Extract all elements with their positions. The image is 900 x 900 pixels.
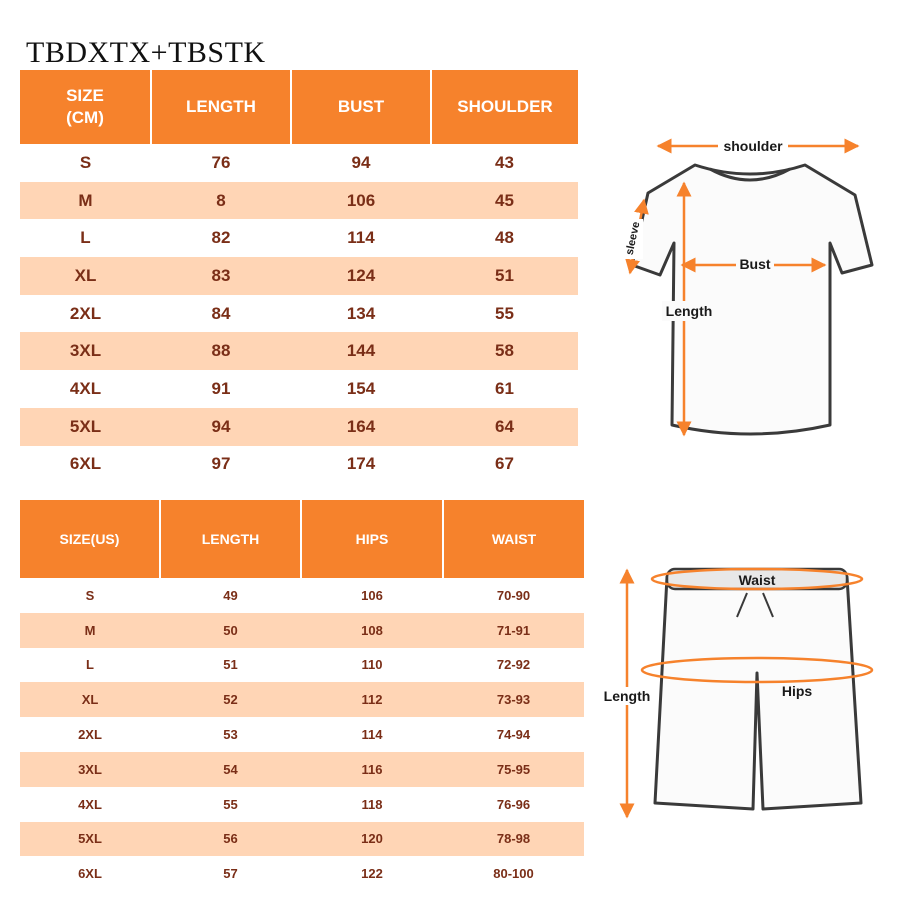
- shorts-cell-fourth: 78-98: [443, 822, 584, 857]
- shorts-cell-size: 4XL: [78, 796, 102, 812]
- shorts-cell-third: 120: [301, 822, 443, 857]
- shirt-header-row: [20, 70, 578, 144]
- shorts-cell-fourth: 76-96: [496, 796, 531, 812]
- shirt-row: [20, 370, 578, 408]
- shorts-cell-fourth: 73-93: [443, 682, 584, 717]
- header-size-us: SIZE(US): [20, 500, 160, 578]
- shorts-row: [20, 787, 584, 822]
- shirt-cell-fourth: 55: [495, 303, 514, 323]
- shirt-cell-length: 97: [211, 454, 231, 474]
- shirt-cell-third: 94: [351, 152, 371, 172]
- shorts-row: [20, 717, 584, 752]
- shirt-row: [20, 182, 578, 220]
- shorts-cell-size: 6XL: [78, 866, 102, 882]
- shorts-cell-size: M: [20, 613, 160, 648]
- shirt-cell-length: 82: [211, 228, 231, 248]
- shirt-cell-size: L: [80, 228, 91, 248]
- shorts-cell-third: 112: [301, 682, 443, 717]
- header-length: LENGTH: [160, 500, 301, 578]
- shorts-cell-length: 50: [160, 613, 301, 648]
- shirt-cell-length: 84: [211, 303, 231, 323]
- shorts-cell-third: 114: [361, 727, 383, 743]
- shorts-cell-fourth: 70-90: [496, 587, 531, 603]
- shorts-row: [20, 856, 584, 891]
- shorts-cell-length: 55: [223, 796, 238, 812]
- bust-label: Bust: [739, 256, 771, 272]
- header-hips: HIPS: [301, 500, 443, 578]
- shorts-cell-length: 56: [160, 822, 301, 857]
- shorts-cell-length: 51: [223, 657, 238, 673]
- tshirt-outline: [632, 165, 872, 434]
- shorts-table-body: [20, 578, 584, 891]
- shorts-cell-third: 118: [361, 796, 383, 812]
- shirt-cell-size: S: [79, 152, 92, 172]
- shirt-cell-fourth: 61: [495, 378, 514, 398]
- shorts-cell-length: 53: [223, 727, 238, 743]
- shirt-row: [20, 257, 578, 295]
- waist-label: Waist: [738, 572, 776, 588]
- shirt-cell-third: 144: [291, 332, 431, 370]
- shorts-row: [20, 752, 584, 787]
- shirt-cell-fourth: 64: [431, 408, 578, 446]
- shirt-cell-fourth: 67: [495, 454, 514, 474]
- tshirt-diagram: [610, 125, 890, 455]
- shorts-cell-length: 49: [223, 587, 238, 603]
- shirt-cell-third: 124: [291, 257, 431, 295]
- shirt-row: [20, 408, 578, 446]
- sleeve-label: sleeve: [623, 220, 643, 257]
- shorts-cell-fourth: 80-100: [493, 866, 534, 882]
- shorts-cell-third: 110: [361, 657, 383, 673]
- shorts-cell-fourth: 71-91: [443, 613, 584, 648]
- shorts-cell-third: 108: [301, 613, 443, 648]
- shirt-cell-fourth: 48: [495, 228, 514, 248]
- shorts-row: [20, 648, 584, 683]
- shirt-size-table: [20, 70, 578, 483]
- shirt-cell-third: 134: [346, 303, 376, 323]
- shirt-cell-fourth: 45: [431, 182, 578, 220]
- shirt-cell-size: M: [20, 182, 151, 220]
- shirt-cell-length: 83: [151, 257, 291, 295]
- shorts-cell-size: 2XL: [78, 727, 102, 743]
- header-size-cm: [20, 70, 151, 144]
- shorts-row: [20, 613, 584, 648]
- shorts-cell-third: 106: [361, 587, 383, 603]
- shorts-cell-fourth: 74-94: [496, 727, 531, 743]
- shirt-cell-length: 8: [151, 182, 291, 220]
- shirt-cell-fourth: 43: [495, 152, 514, 172]
- shirt-cell-size: 5XL: [20, 408, 151, 446]
- shirt-cell-third: 164: [291, 408, 431, 446]
- shorts-cell-length: 52: [160, 682, 301, 717]
- shirt-cell-size: 6XL: [69, 454, 102, 474]
- shorts-cell-fourth: 75-95: [443, 752, 584, 787]
- shorts-size-table: [20, 500, 584, 891]
- length-label: Length: [665, 303, 713, 319]
- shirt-cell-third: 154: [346, 378, 376, 398]
- header-length: LENGTH: [151, 70, 291, 144]
- shirt-cell-third: 114: [347, 228, 375, 248]
- shorts-outline: [655, 577, 861, 809]
- shirt-row: [20, 446, 578, 484]
- shirt-cell-length: 76: [211, 152, 231, 172]
- shirt-cell-fourth: 51: [431, 257, 578, 295]
- shorts-cell-length: 57: [223, 866, 238, 882]
- shorts-row: [20, 682, 584, 717]
- header-waist: WAIST: [443, 500, 584, 578]
- shirt-cell-third: 174: [346, 454, 376, 474]
- chart-title: TBDXTX+TBSTK: [26, 36, 266, 69]
- shorts-cell-third: 122: [361, 866, 383, 882]
- shoulder-label: shoulder: [723, 138, 783, 154]
- shirt-cell-fourth: 58: [431, 332, 578, 370]
- header-size-cm-line1: SIZE: [66, 86, 104, 105]
- shorts-cell-size: S: [85, 587, 95, 603]
- shirt-cell-length: 91: [211, 378, 231, 398]
- header-size-cm-line2: (CM): [66, 108, 104, 127]
- shorts-cell-length: 54: [160, 752, 301, 787]
- shirt-cell-size: 2XL: [69, 303, 102, 323]
- shirt-row: [20, 295, 578, 333]
- shorts-cell-fourth: 72-92: [496, 657, 531, 673]
- shirt-cell-length: 88: [151, 332, 291, 370]
- shirt-row: [20, 144, 578, 182]
- shirt-table-body: [20, 144, 578, 483]
- shorts-header-row: [20, 500, 584, 578]
- shirt-cell-size: XL: [20, 257, 151, 295]
- shorts-cell-size: 3XL: [20, 752, 160, 787]
- length-label: Length: [603, 688, 651, 704]
- shorts-row: [20, 822, 584, 857]
- shorts-cell-size: L: [86, 657, 94, 673]
- shorts-cell-size: XL: [20, 682, 160, 717]
- shorts-cell-third: 116: [301, 752, 443, 787]
- hips-label: Hips: [781, 683, 813, 699]
- header-shoulder: SHOULDER: [431, 70, 578, 144]
- shirt-row: [20, 219, 578, 257]
- shorts-diagram: [585, 555, 890, 830]
- shorts-cell-size: 5XL: [20, 822, 160, 857]
- shirt-cell-size: 4XL: [69, 378, 102, 398]
- shirt-cell-length: 94: [151, 408, 291, 446]
- shirt-row: [20, 332, 578, 370]
- header-bust: BUST: [291, 70, 431, 144]
- shirt-cell-size: 3XL: [20, 332, 151, 370]
- shorts-row: [20, 578, 584, 613]
- shirt-cell-third: 106: [291, 182, 431, 220]
